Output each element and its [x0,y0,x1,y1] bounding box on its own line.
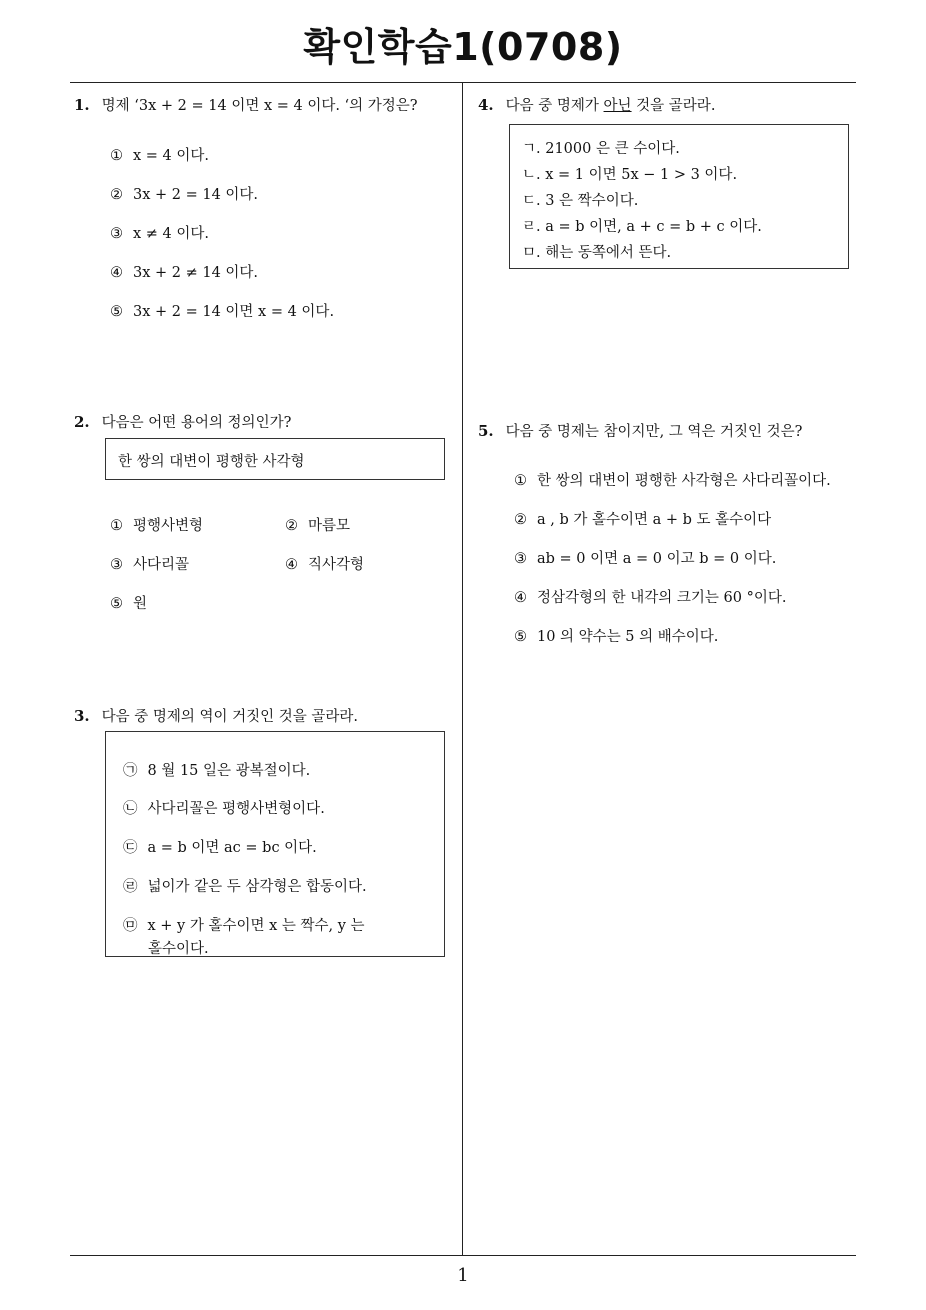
statement-item: ㄹ. a = b 이면, a + c = b + c 이다. [522,219,762,235]
option-5[interactable] [514,625,718,646]
definition-text: 한 쌍의 대변이 평행한 사각형 [118,454,305,470]
prompt-text: 다음 중 명제가 [505,98,604,114]
option-mark: ② [514,512,527,528]
option-mark: ④ [285,557,298,573]
option-3[interactable] [110,553,189,574]
option-text: 사다리꼴 [133,557,190,573]
question-5-prompt [478,420,802,441]
statement-item-continuation: 홀수이다. [148,941,209,957]
option-1[interactable] [110,144,209,165]
option-4[interactable] [110,261,258,282]
option-text: 원 [133,596,148,612]
question-3-prompt [74,705,358,726]
page-number: 1 [457,1265,469,1286]
question-1-prompt [74,94,418,115]
statement-item [123,797,325,818]
option-mark: ① [110,518,123,534]
question-number: 3. [74,707,90,725]
question-number: 1. [74,96,90,114]
definition-box [105,438,445,480]
option-2[interactable] [514,508,771,529]
option-text: 3x + 2 = 14 이면 x = 4 이다. [133,304,335,320]
statement-item [123,875,367,896]
option-5[interactable] [110,300,334,321]
item-mark: ㉡ [123,801,138,817]
item-text: a = b 이면 ac = bc 이다. [147,840,317,856]
prompt-text: 것을 골라라. [631,98,716,114]
option-3[interactable] [514,547,776,568]
prompt-text: 다음 중 명제는 참이지만, 그 역은 거짓인 것은? [505,424,803,440]
option-text: x ≠ 4 이다. [133,226,210,242]
option-text: 정삼각형의 한 내각의 크기는 60 °이다. [537,590,787,606]
question-number: 2. [74,413,90,431]
option-mark: ① [110,148,123,164]
statement-item: ㄱ. 21000 은 큰 수이다. [522,141,680,157]
prompt-text: 명제 ‘3x + 2 = 14 이면 x = 4 이다. ‘의 가정은? [101,98,418,114]
statement-item [123,759,310,780]
statement-item: ㅁ. 해는 동쪽에서 뜬다. [522,245,672,261]
option-mark: ④ [110,265,123,281]
question-4-prompt [478,94,715,115]
option-text: 10 의 약수는 5 의 배수이다. [537,629,719,645]
item-mark: ㉣ [123,879,138,895]
statement-item [123,914,365,935]
option-text: 평행사변형 [133,518,204,534]
question-number: 5. [478,422,494,440]
page-title: 확인학습1(0708) [303,25,623,69]
item-mark: ㉠ [123,763,138,779]
option-text: 한 쌍의 대변이 평행한 사각형은 사다리꼴이다. [537,473,831,489]
statement-item: ㄴ. x = 1 이면 5x − 1 > 3 이다. [522,167,738,183]
option-mark: ③ [514,551,527,567]
option-mark: ④ [514,590,527,606]
option-mark: ① [514,473,527,489]
option-text: ab = 0 이면 a = 0 이고 b = 0 이다. [537,551,777,567]
prompt-text: 다음 중 명제의 역이 거짓인 것을 골라라. [101,709,359,725]
option-mark: ② [110,187,123,203]
item-text: 사다리꼴은 평행사변형이다. [147,801,325,817]
item-text: 8 월 15 일은 광복절이다. [147,763,311,779]
prompt-text: 다음은 어떤 용어의 정의인가? [101,415,292,431]
item-text: x + y 가 홀수이면 x 는 짝수, y 는 [147,918,365,934]
option-mark: ③ [110,226,123,242]
question-number: 4. [478,96,494,114]
top-rule [70,82,856,83]
option-2[interactable] [285,514,350,535]
statement-box [105,731,445,957]
option-4[interactable] [514,586,786,607]
option-mark: ⑤ [514,629,527,645]
statement-item [123,836,317,857]
item-mark: ㉢ [123,840,138,856]
option-text: 3x + 2 ≠ 14 이다. [133,265,259,281]
option-mark: ② [285,518,298,534]
option-mark: ③ [110,557,123,573]
option-text: a , b 가 홀수이면 a + b 도 홀수이다 [537,512,772,528]
option-mark: ⑤ [110,596,123,612]
option-1[interactable] [110,514,203,535]
option-4[interactable] [285,553,364,574]
prompt-underlined: 아닌 [603,98,632,114]
option-text: 직사각형 [308,557,365,573]
option-5[interactable] [110,592,147,613]
option-text: 3x + 2 = 14 이다. [133,187,259,203]
option-text: x = 4 이다. [133,148,210,164]
item-text: 넓이가 같은 두 삼각형은 합동이다. [147,879,367,895]
option-mark: ⑤ [110,304,123,320]
statement-item: ㄷ. 3 은 짝수이다. [522,193,639,209]
item-mark: ㉤ [123,918,138,934]
bottom-rule [70,1255,856,1256]
option-3[interactable] [110,222,209,243]
statement-box [509,124,849,269]
question-2-prompt [74,411,291,432]
option-2[interactable] [110,183,258,204]
option-1[interactable] [514,469,831,490]
column-divider [462,83,463,1255]
option-text: 마름모 [308,518,351,534]
